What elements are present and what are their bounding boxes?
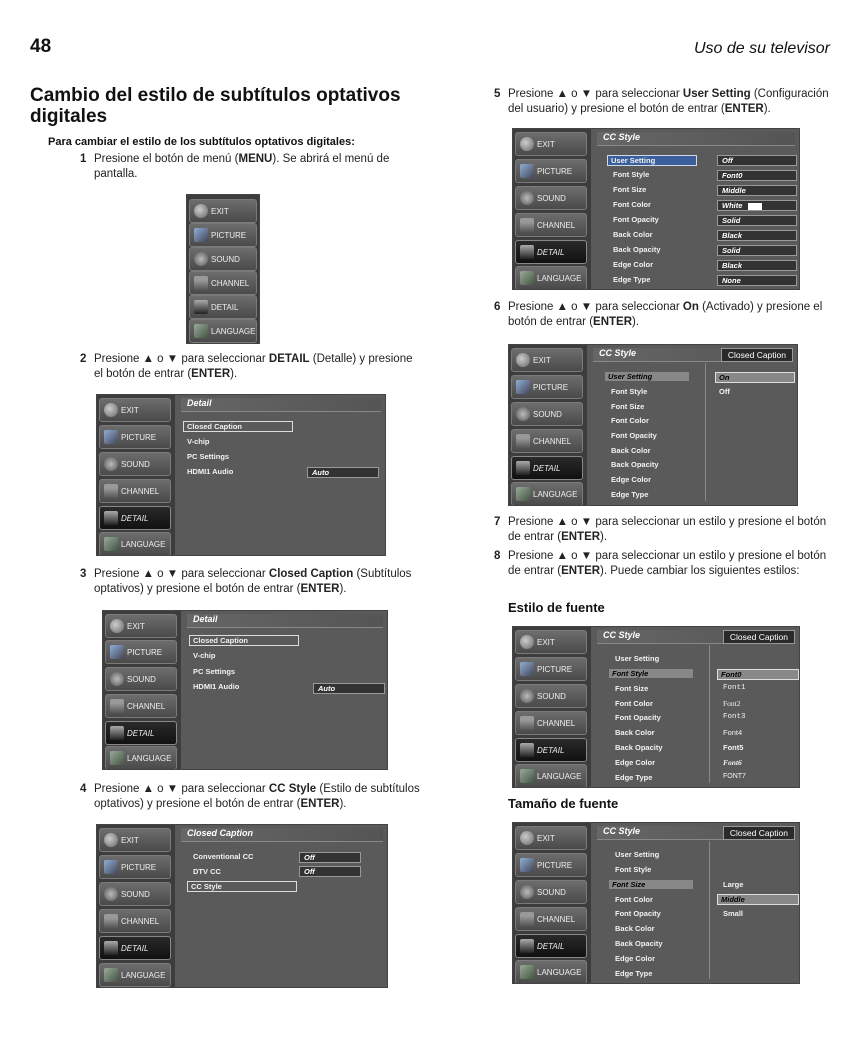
menu-item-back-color[interactable]: Back Color (613, 230, 653, 239)
step-7: 7 Presione ▲ o ▼ para seleccionar un estilo y presione el botón de entrar (ENTER). (494, 516, 827, 543)
menu-title: Closed Caption (181, 828, 383, 842)
font-style-heading: Estilo de fuente (508, 600, 605, 615)
language-menu-button[interactable]: LANGUAGE (515, 960, 587, 984)
intro-text: Para cambiar el estilo de los subtítulos optativos digitales: (48, 136, 355, 148)
step-number: 1 (80, 153, 87, 165)
sound-menu-button[interactable]: SOUND (189, 247, 257, 271)
menu-item-edge-color[interactable]: Edge Color (613, 260, 654, 269)
menu-item-back-color[interactable]: Back Color (615, 924, 655, 933)
sound-icon (104, 457, 118, 471)
detail-menu-button[interactable]: DETAIL (515, 738, 587, 762)
sound-icon (194, 252, 208, 266)
chapter-header: Uso de su televisor (693, 40, 830, 57)
language-icon (520, 271, 534, 285)
menu-item-edge-type[interactable]: Edge Type (613, 275, 651, 284)
step-6: 6 Presione ▲ o ▼ para seleccionar On (Activado) y presione el botón de entrar (ENTER). (494, 301, 823, 328)
channel-icon (104, 914, 118, 928)
font-style-value[interactable]: Font0 (717, 170, 797, 181)
picture-menu-button[interactable]: PICTURE (515, 159, 587, 183)
language-menu-button[interactable]: LANGUAGE (105, 746, 177, 770)
menu-item-conventional-cc[interactable]: Conventional CC (193, 852, 254, 861)
option-off[interactable]: Off (719, 387, 730, 396)
sound-menu-button[interactable]: SOUND (515, 186, 587, 210)
picture-icon (194, 228, 208, 242)
picture-icon (104, 860, 118, 874)
back-opacity-value[interactable]: Solid (717, 245, 797, 256)
option-large[interactable]: Large (723, 880, 744, 889)
step-4: 4 Presione ▲ o ▼ para seleccionar CC Style (Estilo de subtítulos optativos) y presione el botón de entrar (ENTER). (80, 783, 420, 810)
menu-item-edge-color[interactable]: Edge Color (615, 758, 656, 767)
option-font3[interactable]: Font3 (723, 713, 746, 721)
step-number: 6 (494, 301, 501, 313)
menu-item-back-opacity[interactable]: Back Opacity (611, 460, 659, 469)
menu-item-cc-style[interactable]: CC Style (187, 881, 297, 892)
menu-item-hdmi-audio[interactable]: HDMI1 Audio (193, 682, 240, 691)
exit-menu-button[interactable]: EXIT (515, 826, 587, 850)
picture-menu-button[interactable]: PICTURE (511, 375, 583, 399)
menu-item-font-color[interactable]: Font Color (613, 200, 651, 209)
language-icon (520, 769, 534, 783)
channel-icon (520, 912, 534, 926)
exit-menu-button[interactable]: EXIT (99, 398, 171, 422)
option-font2[interactable]: Font2 (723, 699, 741, 708)
conventional-cc-value[interactable]: Off (299, 852, 361, 863)
detail-menu-button[interactable]: DETAIL (515, 240, 587, 264)
menu-item-user-setting[interactable]: User Setting (607, 155, 697, 166)
exit-icon (516, 353, 530, 367)
sound-menu-button[interactable]: SOUND (105, 667, 177, 691)
tv-menu-font-size (512, 822, 800, 984)
menu-item-edge-type[interactable]: Edge Type (615, 773, 653, 782)
exit-menu-button[interactable]: EXIT (189, 199, 257, 223)
channel-menu-button[interactable]: CHANNEL (515, 907, 587, 931)
option-font1[interactable]: Font1 (723, 684, 746, 692)
picture-menu-button[interactable]: PICTURE (189, 223, 257, 247)
menu-item-closed-caption[interactable]: Closed Caption (183, 421, 293, 432)
column-divider (709, 841, 710, 979)
menu-item-font-color[interactable]: Font Color (615, 699, 653, 708)
channel-icon (110, 699, 124, 713)
edge-type-value[interactable]: None (717, 275, 797, 286)
exit-menu-button[interactable]: EXIT (515, 630, 587, 654)
exit-icon (104, 403, 118, 417)
menu-item-edge-color[interactable]: Edge Color (611, 475, 652, 484)
picture-menu-button[interactable]: PICTURE (99, 855, 171, 879)
menu-item-hdmi-audio[interactable]: HDMI1 Audio (187, 467, 234, 476)
sound-menu-button[interactable]: SOUND (99, 452, 171, 476)
menu-item-pc-settings[interactable]: PC Settings (187, 452, 230, 461)
menu-item-back-color[interactable]: Back Color (615, 728, 655, 737)
exit-icon (520, 137, 534, 151)
step-number: 3 (80, 568, 87, 580)
menu-item-dtv-cc[interactable]: DTV CC (193, 867, 221, 876)
exit-icon (520, 831, 534, 845)
font-size-heading: Tamaño de fuente (508, 796, 619, 811)
step-number: 5 (494, 88, 501, 100)
option-font4[interactable]: Font4 (723, 728, 743, 737)
channel-menu-button[interactable]: CHANNEL (105, 694, 177, 718)
language-menu-button[interactable]: LANGUAGE (511, 482, 583, 506)
option-on[interactable]: On (715, 372, 795, 383)
exit-icon (520, 635, 534, 649)
language-icon (104, 537, 118, 551)
font-color-value[interactable]: White (717, 200, 797, 211)
picture-menu-button[interactable]: PICTURE (99, 425, 171, 449)
picture-icon (520, 164, 534, 178)
edge-color-value[interactable]: Black (717, 260, 797, 271)
closed-caption-badge: Closed Caption (723, 826, 795, 840)
detail-icon (520, 245, 534, 259)
language-menu-button[interactable]: LANGUAGE (189, 319, 257, 343)
sound-icon (516, 407, 530, 421)
channel-menu-button[interactable]: CHANNEL (515, 711, 587, 735)
menu-title: Detail (181, 398, 381, 412)
picture-menu-button[interactable]: PICTURE (105, 640, 177, 664)
menu-item-back-opacity[interactable]: Back Opacity (615, 743, 663, 752)
menu-item-font-size[interactable]: Font Size (611, 402, 645, 411)
tv-menu-font-style (512, 626, 800, 788)
language-icon (110, 751, 124, 765)
menu-item-font-size[interactable]: Font Size (615, 684, 649, 693)
tv-menu-closed-caption (96, 824, 388, 988)
menu-item-font-opacity[interactable]: Font Opacity (613, 215, 659, 224)
detail-icon (520, 939, 534, 953)
menu-title: CC Style (597, 630, 795, 644)
channel-menu-button[interactable]: CHANNEL (99, 909, 171, 933)
step-number: 2 (80, 353, 87, 365)
menu-item-user-setting[interactable]: User Setting (605, 372, 689, 381)
menu-item-vchip[interactable]: V-chip (187, 437, 210, 446)
menu-item-font-style[interactable]: Font Style (611, 387, 648, 396)
language-icon (520, 965, 534, 979)
sound-icon (520, 191, 534, 205)
sound-menu-button[interactable]: SOUND (515, 880, 587, 904)
sound-icon (110, 672, 124, 686)
option-font6[interactable]: Font6 (723, 758, 742, 767)
picture-icon (516, 380, 530, 394)
detail-icon (110, 726, 124, 740)
picture-menu-button[interactable]: PICTURE (515, 853, 587, 877)
language-icon (104, 968, 118, 982)
sound-menu-button[interactable]: SOUND (515, 684, 587, 708)
tv-menu-detail-cc (102, 610, 388, 770)
menu-item-font-style[interactable]: Font Style (609, 669, 693, 678)
detail-menu-button[interactable]: DETAIL (511, 456, 583, 480)
detail-icon (104, 941, 118, 955)
step-text: ). Se abrirá el menú de pantalla. (94, 153, 390, 180)
menu-item-edge-type[interactable]: Edge Type (611, 490, 649, 499)
picture-icon (104, 430, 118, 444)
dtv-cc-value[interactable]: Off (299, 866, 361, 877)
tv-menu-user-setting (508, 344, 798, 506)
option-font7[interactable]: FONT7 (723, 773, 746, 780)
sound-menu-button[interactable]: SOUND (511, 402, 583, 426)
step-number: 8 (494, 550, 501, 562)
menu-item-user-setting[interactable]: User Setting (615, 654, 660, 663)
hdmi-audio-value[interactable]: Auto (313, 683, 385, 694)
page-number: 48 (30, 36, 52, 57)
language-icon (516, 487, 530, 501)
exit-menu-button[interactable]: EXIT (515, 132, 587, 156)
detail-menu-button[interactable]: DETAIL (189, 295, 257, 319)
option-font0[interactable]: Font0 (717, 669, 799, 680)
tv-menu-cc-style (512, 128, 800, 290)
column-divider (709, 645, 710, 783)
menu-item-font-style[interactable]: Font Style (613, 170, 650, 179)
language-menu-button[interactable]: LANGUAGE (515, 764, 587, 788)
picture-icon (520, 858, 534, 872)
menu-item-vchip[interactable]: V-chip (193, 651, 216, 660)
tv-menu-main (186, 194, 260, 344)
hdmi-audio-value[interactable]: Auto (307, 467, 379, 478)
language-menu-button[interactable]: LANGUAGE (515, 266, 587, 290)
closed-caption-badge: Closed Caption (721, 348, 793, 362)
sound-icon (520, 885, 534, 899)
language-menu-button[interactable]: LANGUAGE (99, 532, 171, 556)
channel-icon (104, 484, 118, 498)
menu-item-font-size[interactable]: Font Size (613, 185, 647, 194)
menu-item-font-opacity[interactable]: Font Opacity (615, 713, 661, 722)
menu-title: CC Style (597, 132, 795, 146)
menu-item-font-size[interactable]: Font Size (609, 880, 693, 889)
detail-icon (194, 300, 208, 314)
menu-item-closed-caption[interactable]: Closed Caption (189, 635, 299, 646)
language-menu-button[interactable]: LANGUAGE (99, 963, 171, 987)
step-number: 4 (80, 783, 87, 795)
detail-menu-button[interactable]: DETAIL (105, 721, 177, 745)
sound-menu-button[interactable]: SOUND (99, 882, 171, 906)
step-3: 3 Presione ▲ o ▼ para seleccionar Closed Caption (Subtítulos optativos) y presione el botón de entrar (ENTER). (80, 568, 412, 595)
exit-icon (194, 204, 208, 218)
menu-item-pc-settings[interactable]: PC Settings (193, 667, 236, 676)
channel-icon (520, 716, 534, 730)
menu-title: Detail (187, 614, 383, 628)
detail-menu-button[interactable]: DETAIL (99, 506, 171, 530)
picture-icon (520, 662, 534, 676)
menu-item-font-opacity[interactable]: Font Opacity (611, 431, 657, 440)
exit-menu-button[interactable]: EXIT (99, 828, 171, 852)
font-size-value[interactable]: Middle (717, 185, 797, 196)
menu-item-back-color[interactable]: Back Color (611, 446, 651, 455)
detail-icon (104, 511, 118, 525)
step-number: 7 (494, 516, 501, 528)
exit-icon (110, 619, 124, 633)
option-middle[interactable]: Middle (717, 894, 799, 905)
menu-item-user-setting[interactable]: User Setting (615, 850, 660, 859)
channel-menu-button[interactable]: CHANNEL (511, 429, 583, 453)
menu-item-edge-color[interactable]: Edge Color (615, 954, 656, 963)
detail-menu-button[interactable]: DETAIL (99, 936, 171, 960)
menu-title: CC Style (593, 348, 793, 362)
menu-item-back-opacity[interactable]: Back Opacity (615, 939, 663, 948)
menu-item-font-color[interactable]: Font Color (611, 416, 649, 425)
section-title: Cambio del estilo de subtítulos optativos digitales (30, 85, 401, 127)
closed-caption-badge: Closed Caption (723, 630, 795, 644)
menu-item-font-color[interactable]: Font Color (615, 895, 653, 904)
sound-icon (104, 887, 118, 901)
picture-menu-button[interactable]: PICTURE (515, 657, 587, 681)
channel-icon (520, 218, 534, 232)
detail-icon (520, 743, 534, 757)
detail-icon (516, 461, 530, 475)
language-icon (194, 324, 208, 338)
user-setting-value[interactable]: Off (717, 155, 797, 166)
menu-item-font-opacity[interactable]: Font Opacity (615, 909, 661, 918)
step-keyword: MENU (238, 153, 273, 165)
exit-menu-button[interactable]: EXIT (105, 614, 177, 638)
option-small[interactable]: Small (723, 909, 744, 918)
exit-menu-button[interactable]: EXIT (511, 348, 583, 372)
channel-icon (516, 434, 530, 448)
white-swatch (748, 203, 762, 210)
step-2: 2 Presione ▲ o ▼ para seleccionar DETAIL (Detalle) y presione el botón de entrar (ENTER). (80, 353, 413, 380)
menu-item-edge-type[interactable]: Edge Type (615, 969, 653, 978)
step-8: 8 Presione ▲ o ▼ para seleccionar un estilo y presione el botón de entrar (ENTER). Puede cambiar los siguientes estilos: (494, 550, 827, 577)
channel-menu-button[interactable]: CHANNEL (515, 213, 587, 237)
sound-icon (520, 689, 534, 703)
column-divider (705, 363, 706, 501)
channel-menu-button[interactable]: CHANNEL (99, 479, 171, 503)
menu-title: CC Style (597, 826, 795, 840)
option-font5[interactable]: Font5 (723, 743, 744, 752)
detail-menu-button[interactable]: DETAIL (515, 934, 587, 958)
back-color-value[interactable]: Black (717, 230, 797, 241)
menu-item-back-opacity[interactable]: Back Opacity (613, 245, 661, 254)
tv-menu-detail (96, 394, 386, 556)
channel-menu-button[interactable]: CHANNEL (189, 271, 257, 295)
channel-icon (194, 276, 208, 290)
step-5: 5 Presione ▲ o ▼ para seleccionar User Setting (Configuración del usuario) y presione el botón de entrar (ENTER). (494, 88, 829, 115)
menu-item-font-style[interactable]: Font Style (615, 865, 652, 874)
exit-icon (104, 833, 118, 847)
font-opacity-value[interactable]: Solid (717, 215, 797, 226)
picture-icon (110, 645, 124, 659)
step-1 (80, 152, 424, 182)
step-text: Presione el botón de menú ( (94, 153, 239, 165)
